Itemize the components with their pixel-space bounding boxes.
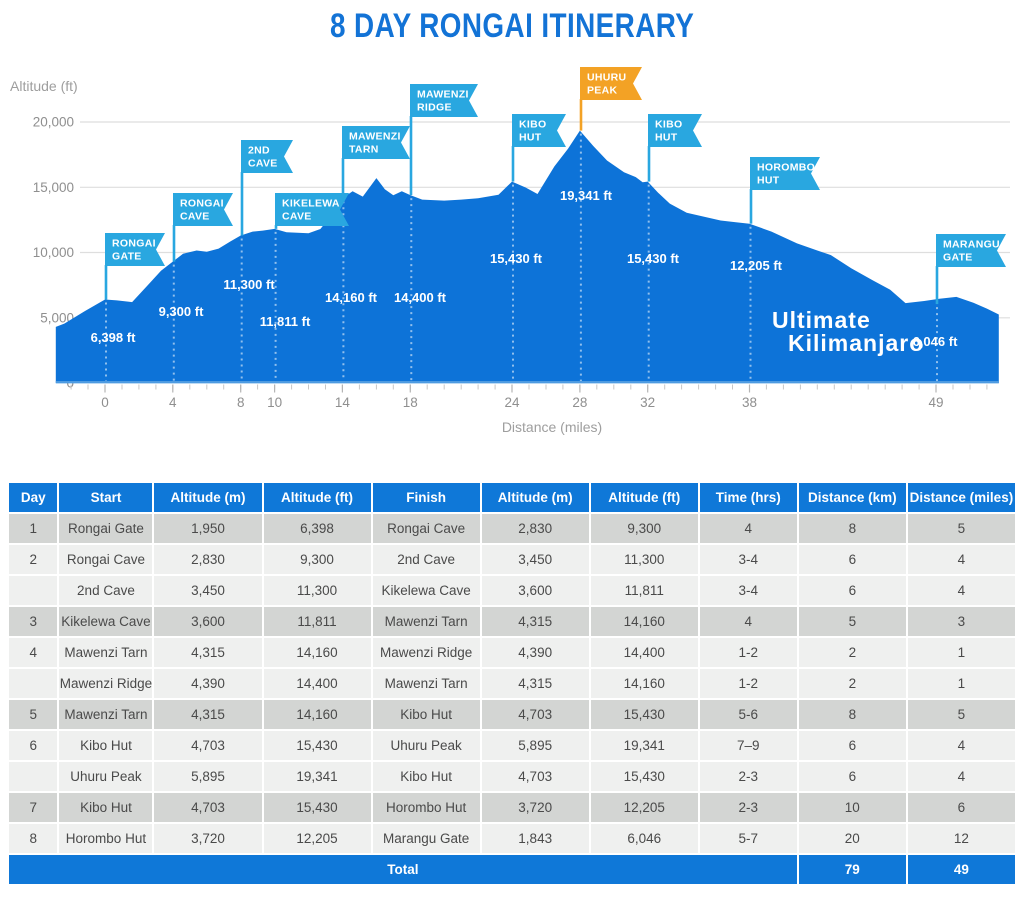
table-cell: 1 xyxy=(9,514,57,543)
table-cell: 14,160 xyxy=(591,669,698,698)
table-cell: 3,450 xyxy=(482,545,589,574)
table-cell: 6,398 xyxy=(264,514,371,543)
table-cell: 1-2 xyxy=(700,669,797,698)
altitude-label: 19,341 ft xyxy=(559,188,613,203)
x-axis-title: Distance (miles) xyxy=(501,419,603,435)
flag-label: GATE xyxy=(943,251,973,264)
table-cell: 5 xyxy=(799,607,906,636)
flag-marangu-gate xyxy=(936,234,1006,304)
table-cell: 1-2 xyxy=(700,638,797,667)
table-cell: 6,046 xyxy=(591,824,698,853)
flag-label: KIBO xyxy=(655,118,683,131)
table-cell: 7 xyxy=(9,793,57,822)
table-cell: Mawenzi Tarn xyxy=(373,607,480,636)
table-cell: 8 xyxy=(799,514,906,543)
table-cell: 12,205 xyxy=(591,793,698,822)
table-row xyxy=(9,607,1015,636)
table-cell: Mawenzi Ridge xyxy=(59,669,152,698)
table-cell: 1,950 xyxy=(154,514,261,543)
table-cell: Uhuru Peak xyxy=(373,731,480,760)
flag-label: MARANGU xyxy=(943,238,1000,251)
x-tick-label: 18 xyxy=(402,395,418,410)
table-cell: 11,811 xyxy=(264,607,371,636)
table-cell: 4,703 xyxy=(154,793,261,822)
x-tick-label: 49 xyxy=(928,395,944,410)
table-cell: Kikelewa Cave xyxy=(59,607,152,636)
table-row xyxy=(9,700,1015,729)
flag-label: MAWENZI xyxy=(349,130,401,143)
table-cell: 5 xyxy=(908,700,1015,729)
column-header-3: Altitude (ft) xyxy=(264,483,371,512)
table-cell: Rongai Gate xyxy=(59,514,152,543)
flag-mawenzi-ridge xyxy=(410,84,478,195)
watermark-text: Kilimanjaro xyxy=(788,330,925,356)
table-row xyxy=(9,669,1015,698)
table-cell: 20 xyxy=(799,824,906,853)
table-cell: Kibo Hut xyxy=(373,762,480,791)
table-cell: 15,430 xyxy=(264,731,371,760)
table-cell: 4,315 xyxy=(154,700,261,729)
y-tick-label: 10,000 xyxy=(32,245,74,260)
flag-label: PEAK xyxy=(587,84,618,97)
total-distance-miles: 49 xyxy=(908,855,1015,884)
table-cell: 5,895 xyxy=(154,762,261,791)
table-cell: 6 xyxy=(799,545,906,574)
table-cell: 2nd Cave xyxy=(373,545,480,574)
table-cell: 4 xyxy=(908,576,1015,605)
table-cell: 2nd Cave xyxy=(59,576,152,605)
table-cell: 5,895 xyxy=(482,731,589,760)
table-cell: 7–9 xyxy=(700,731,797,760)
table-cell: 6 xyxy=(799,762,906,791)
x-tick-label: 10 xyxy=(267,395,283,410)
table-cell: 1,843 xyxy=(482,824,589,853)
page-title xyxy=(0,0,1024,46)
y-tick-label: 15,000 xyxy=(32,179,74,195)
altitude-label: 6,398 ft xyxy=(90,330,136,345)
table-cell: Mawenzi Tarn xyxy=(373,669,480,698)
table-cell: Kikelewa Cave xyxy=(373,576,480,605)
table-cell: 2,830 xyxy=(482,514,589,543)
table-cell: 6 xyxy=(908,793,1015,822)
table-cell: Horombo Hut xyxy=(59,824,152,853)
x-tick-label: 4 xyxy=(169,395,177,410)
table-row xyxy=(9,638,1015,667)
altitude-label: 15,430 ft xyxy=(489,251,543,266)
itinerary-table xyxy=(7,481,1017,886)
table-row xyxy=(9,514,1015,543)
table-cell: 10 xyxy=(799,793,906,822)
flag-label: TARN xyxy=(349,143,379,156)
table-row xyxy=(9,731,1015,760)
table-cell: 11,300 xyxy=(264,576,371,605)
table-cell: 11,811 xyxy=(591,576,698,605)
table-cell: 9,300 xyxy=(264,545,371,574)
table-cell: 19,341 xyxy=(591,731,698,760)
flag-label: CAVE xyxy=(180,210,210,223)
x-tick-label: 38 xyxy=(741,395,758,410)
column-header-0: Day xyxy=(9,483,57,512)
table-cell: 4 xyxy=(700,607,797,636)
flag-label: KIKELEWA xyxy=(282,197,340,210)
table-cell: 11,300 xyxy=(591,545,698,574)
table-cell: 19,341 xyxy=(264,762,371,791)
flag-label: HOROMBO xyxy=(757,161,816,174)
table-cell: 2 xyxy=(9,545,57,574)
altitude-label: 11,811 ft xyxy=(259,314,311,329)
flag-label: MAWENZI xyxy=(417,88,469,101)
elevation-chart xyxy=(0,55,1024,455)
table-cell: Marangu Gate xyxy=(373,824,480,853)
table-cell: Mawenzi Ridge xyxy=(373,638,480,667)
flag-label: CAVE xyxy=(282,210,312,223)
table-cell: 6 xyxy=(799,576,906,605)
table-cell: 2 xyxy=(799,638,906,667)
flag-label: HUT xyxy=(757,174,780,187)
table-row xyxy=(9,576,1015,605)
table-cell: 4 xyxy=(908,731,1015,760)
flag-horombo-hut xyxy=(750,157,820,224)
table-cell: 4 xyxy=(9,638,57,667)
table-cell: 4,390 xyxy=(482,638,589,667)
table-cell: 4,315 xyxy=(154,638,261,667)
table-cell: 4,703 xyxy=(482,700,589,729)
table-cell: 6 xyxy=(9,731,57,760)
page-title-text: 8 DAY RONGAI ITINERARY xyxy=(329,7,695,45)
x-tick-label: 0 xyxy=(101,395,109,410)
table-total-row xyxy=(9,855,1015,884)
table-cell: 14,160 xyxy=(591,607,698,636)
table-cell: Kibo Hut xyxy=(373,700,480,729)
altitude-label: 6,046 ft xyxy=(912,334,958,349)
table-cell: 4,703 xyxy=(154,731,261,760)
table-cell: Rongai Cave xyxy=(59,545,152,574)
altitude-label: 14,160 ft xyxy=(324,290,378,305)
table-cell: 4,703 xyxy=(482,762,589,791)
x-tick-label: 32 xyxy=(640,395,656,410)
column-header-8: Distance (km) xyxy=(799,483,906,512)
table-cell: 4 xyxy=(908,762,1015,791)
watermark-text: Ultimate xyxy=(772,307,871,333)
table-cell: 3,600 xyxy=(154,607,261,636)
table-cell: 15,430 xyxy=(591,700,698,729)
table-cell: Mawenzi Tarn xyxy=(59,700,152,729)
table-cell: 3,720 xyxy=(482,793,589,822)
x-tick-label: 24 xyxy=(504,395,520,410)
column-header-6: Altitude (ft) xyxy=(591,483,698,512)
x-tick-label: 8 xyxy=(236,395,245,410)
column-header-2: Altitude (m) xyxy=(154,483,261,512)
table-cell: Kibo Hut xyxy=(59,731,152,760)
table-cell: 4,315 xyxy=(482,669,589,698)
table-row xyxy=(9,762,1015,791)
table-cell: Kibo Hut xyxy=(59,793,152,822)
y-tick-label: 5,000 xyxy=(40,310,74,326)
table-cell: 2 xyxy=(799,669,906,698)
table-cell: 15,430 xyxy=(591,762,698,791)
table-cell: 3 xyxy=(9,607,57,636)
flag-label: GATE xyxy=(112,250,142,263)
table-cell: 12,205 xyxy=(264,824,371,853)
x-tick-label: 14 xyxy=(334,395,350,410)
flag-label: HUT xyxy=(519,131,542,144)
table-cell xyxy=(9,576,57,605)
table-cell: 12 xyxy=(908,824,1015,853)
x-tick-label: 28 xyxy=(572,395,588,410)
table-cell: 4,315 xyxy=(482,607,589,636)
total-label: Total xyxy=(9,855,797,884)
y-tick-label: 20,000 xyxy=(32,114,74,130)
flag-label: 2ND xyxy=(248,144,270,157)
table-cell: 1 xyxy=(908,669,1015,698)
column-header-9: Distance (miles) xyxy=(908,483,1015,512)
table-cell: 2-3 xyxy=(700,793,797,822)
column-header-5: Altitude (m) xyxy=(482,483,589,512)
table-cell: 8 xyxy=(9,824,57,853)
altitude-label: 9,300 ft xyxy=(158,304,204,319)
table-cell: 1 xyxy=(908,638,1015,667)
flag-kikelewa-cave xyxy=(275,193,349,229)
table-cell: 4,390 xyxy=(154,669,261,698)
table-cell xyxy=(9,669,57,698)
table-header-row xyxy=(9,483,1015,512)
table-cell: 2,830 xyxy=(154,545,261,574)
table-cell xyxy=(9,762,57,791)
column-header-1: Start xyxy=(59,483,152,512)
altitude-label: 14,400 ft xyxy=(393,290,447,305)
flag-label: RIDGE xyxy=(417,101,452,114)
flag-uhuru-peak xyxy=(580,67,642,131)
column-header-4: Finish xyxy=(373,483,480,512)
flag-label: UHURU xyxy=(587,71,627,84)
table-cell: 3,720 xyxy=(154,824,261,853)
table-cell: 3-4 xyxy=(700,545,797,574)
flag-label: CAVE xyxy=(248,157,278,170)
altitude-label: 12,205 ft xyxy=(729,258,783,273)
table-row xyxy=(9,793,1015,822)
table-cell: 14,160 xyxy=(264,638,371,667)
table-cell: 15,430 xyxy=(264,793,371,822)
table-cell: 3,450 xyxy=(154,576,261,605)
table-cell: 3,600 xyxy=(482,576,589,605)
altitude-label: 15,430 ft xyxy=(626,251,680,266)
table-cell: 8 xyxy=(799,700,906,729)
table-cell: 4 xyxy=(700,514,797,543)
flag-label: RONGAI xyxy=(112,237,156,250)
total-distance-km: 79 xyxy=(799,855,906,884)
table-row xyxy=(9,824,1015,853)
table-cell: Horombo Hut xyxy=(373,793,480,822)
table-cell: 5 xyxy=(9,700,57,729)
column-header-7: Time (hrs) xyxy=(700,483,797,512)
table-cell: 4 xyxy=(908,545,1015,574)
table-cell: Mawenzi Tarn xyxy=(59,638,152,667)
flag-label: HUT xyxy=(655,131,678,144)
flag-kibo-hut xyxy=(648,114,702,182)
flag-label: RONGAI xyxy=(180,197,224,210)
table-cell: 5-7 xyxy=(700,824,797,853)
table-cell: 14,160 xyxy=(264,700,371,729)
table-cell: 2-3 xyxy=(700,762,797,791)
table-cell: 14,400 xyxy=(264,669,371,698)
table-cell: 14,400 xyxy=(591,638,698,667)
altitude-label: 11,300 ft xyxy=(223,277,275,292)
table-cell: 9,300 xyxy=(591,514,698,543)
table-cell: 6 xyxy=(799,731,906,760)
table-cell: Rongai Cave xyxy=(373,514,480,543)
flag-label: KIBO xyxy=(519,118,547,131)
table-cell: 3-4 xyxy=(700,576,797,605)
table-cell: 3 xyxy=(908,607,1015,636)
table-cell: 5 xyxy=(908,514,1015,543)
table-row xyxy=(9,545,1015,574)
table-cell: Uhuru Peak xyxy=(59,762,152,791)
y-axis-title: Altitude (ft) xyxy=(10,78,78,94)
table-cell: 5-6 xyxy=(700,700,797,729)
